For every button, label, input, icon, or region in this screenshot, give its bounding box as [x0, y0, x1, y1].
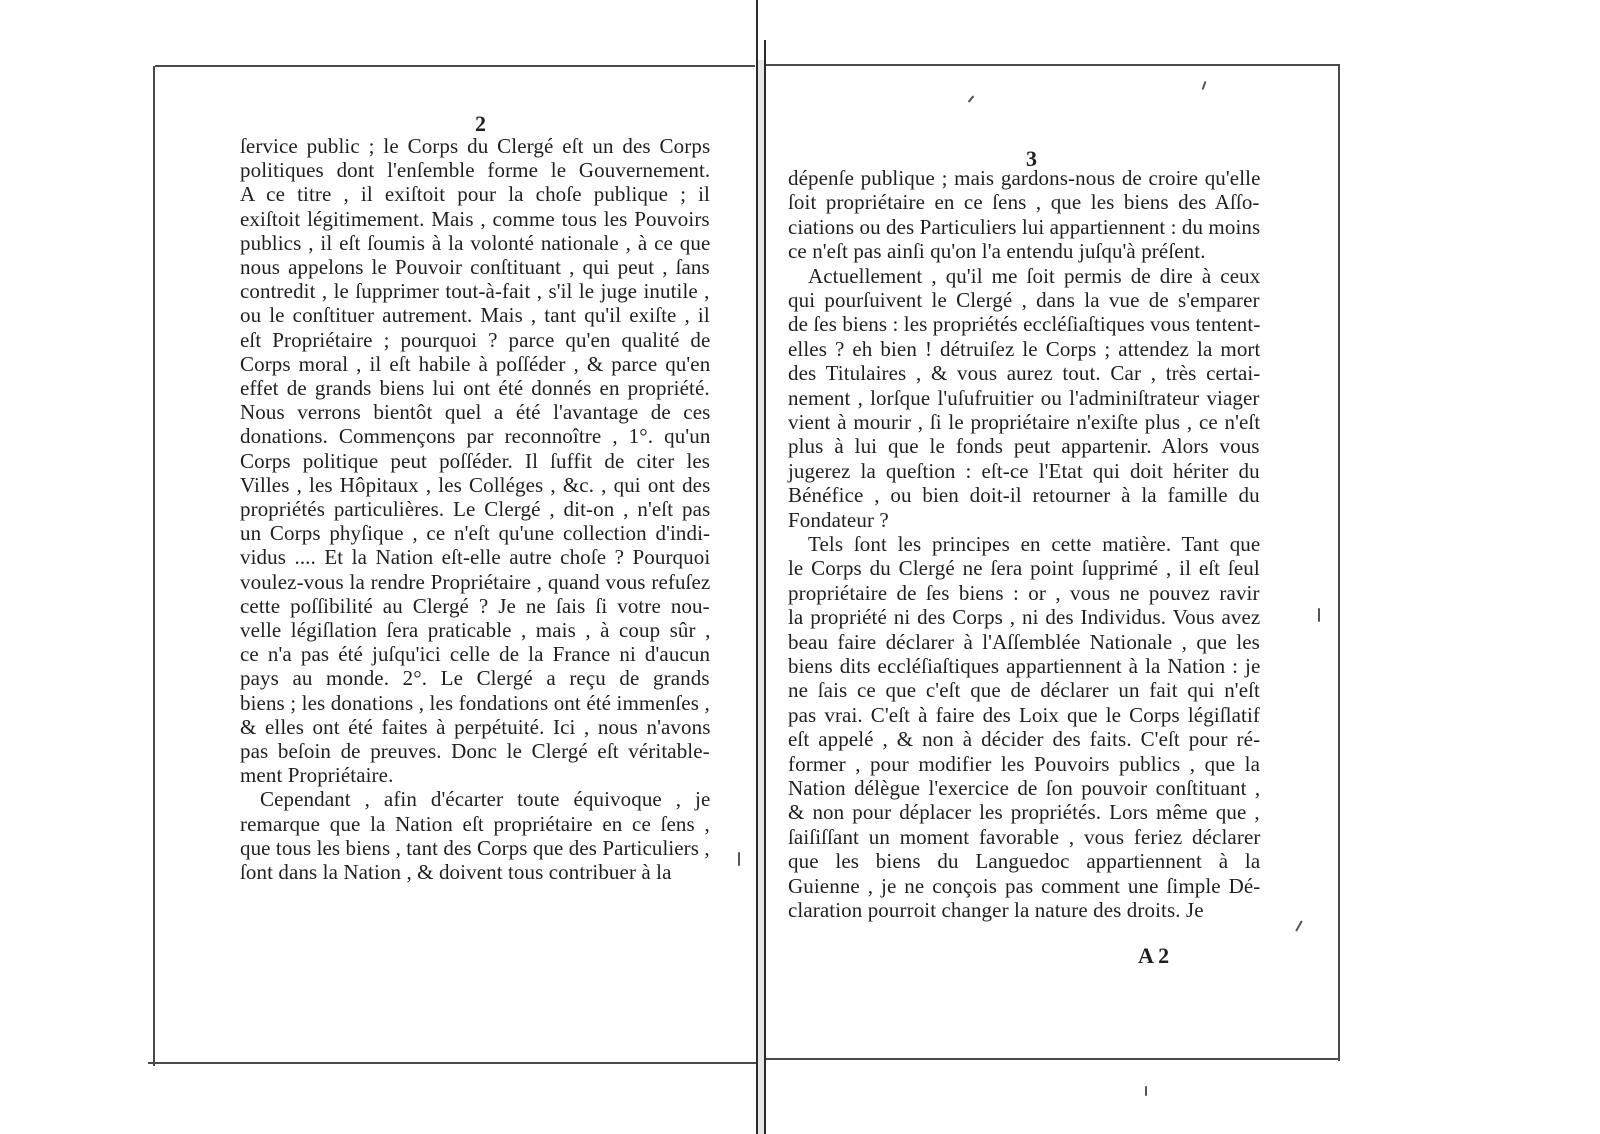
text-line: ſont dans la Nation , & doivent tous contribuer à la	[240, 860, 672, 884]
text-line: des Titulaires , & vous aurez tout. Car , très certai-	[788, 361, 1261, 386]
text-line: biens dits eccléſiaſtiques appartiennent à la Nation : je	[788, 654, 1261, 678]
text-line: cette poſſibilité au Clergé ? Je ne ſais ſi votre nou-	[240, 593, 710, 618]
text-line: voulez-vous la rendre Propriétaire , quand vous refuſez	[240, 569, 711, 594]
text-line: dépenſe publique ; mais gardons-nous de croire qu'elle	[788, 166, 1261, 190]
text-line: plus à lui que le fonds peut appartenir. Alors vous	[788, 434, 1260, 459]
text-line: contredit , le ſupprimer tout-à-fait , s'il le juge inutile ,	[240, 279, 710, 304]
text-line: ce n'a pas été juſqu'ici celle de la France ni d'aucun	[240, 642, 711, 667]
text-line: claration pourroit changer la nature des droits. Je	[788, 898, 1204, 922]
text-line: beau faire déclarer à l'Aſſemblée Nationale , que les	[788, 629, 1260, 654]
text-line: remarque que la Nation eſt propriétaire en ce ſens ,	[240, 811, 710, 836]
text-line: Tels ſont les principes en cette matière. Tant que	[808, 532, 1261, 556]
text-line: Corps moral , il eſt habile à poſſéder , & parce qu'en	[240, 351, 711, 376]
text-line: ſoit propriétaire en ce ſens , que les biens des Aſſo-	[788, 190, 1260, 215]
text-line: nous appelons le Pouvoir conſtituant , qui peut , ſans	[240, 255, 710, 279]
text-line: ſaiſiſſant un moment favorable , vous feriez déclarer	[788, 824, 1261, 849]
text-line: pays au monde. 2°. Le Clergé a reçu de grands	[240, 666, 710, 691]
text-line: velle légiſlation ſera praticable , mais , à coup sûr ,	[240, 618, 711, 642]
text-line: A ce titre , il exiſtoit pour la choſe publique ; il	[240, 182, 710, 207]
left-page	[240, 0, 730, 1134]
right-page	[788, 0, 1273, 1134]
text-line: propriétaire de ſes biens : or , vous ne pouvez ravir	[788, 580, 1260, 605]
text-line: de ſes biens : les propriétés eccléſiaſtiques vous tentent-	[788, 312, 1261, 337]
text-line: Nation délègue l'exercice de ſon pouvoir conſtituant ,	[788, 776, 1261, 800]
text-line: publics , il eſt ſoumis à la volonté nationale , à ce que	[240, 230, 711, 255]
left-page-left-edge	[153, 66, 155, 1066]
text-line: former , pour modifier les Pouvoirs publics , que la	[788, 751, 1261, 776]
text-line: pas beſoin de preuves. Donc le Clergé eſt véritable-	[240, 739, 710, 763]
text-line: ce n'eſt pas ainſi qu'on l'a entendu juſqu'à préſent.	[788, 239, 1206, 264]
text-line: Fondateur ?	[788, 507, 889, 532]
text-line: Cependant , afin d'écarter toute équivoque , je	[260, 787, 711, 812]
page-number: 3	[1026, 146, 1037, 171]
text-line: elles ? eh bien ! détruiſez le Corps ; attendez la mort	[788, 336, 1261, 361]
text-line: eſt Propriétaire ; pourquoi ? parce qu'en qualité de	[240, 327, 711, 352]
right-page-right-edge	[1338, 65, 1340, 1061]
text-line: jugerez la queſtion : eſt-ce l'Etat qui doit hériter du	[788, 458, 1260, 483]
text-line: nement , lorſque l'uſufruitier ou l'adminiſtrateur viager	[788, 385, 1260, 410]
text-line: Corps politique peut poſſéder. Il ſuffit de citer les	[240, 448, 711, 473]
text-line: ciations ou des Particuliers lui appartiennent : du moins	[788, 214, 1261, 239]
text-line: Guienne , je ne conçois pas comment une ſimple Dé-	[788, 873, 1261, 898]
text-line: le Corps du Clergé ne ſera point ſupprimé , il eſt ſeul	[788, 556, 1260, 581]
gutter-shadow	[758, 60, 764, 1134]
text-line: ſervice public ; le Corps du Clergé eſt un des Corps	[240, 134, 711, 158]
text-line: pas vrai. C'eſt à faire des Loix que le Corps légiſlatif	[788, 702, 1260, 727]
text-line: biens ; les donations , les fondations ont été immenſes ,	[240, 690, 710, 715]
text-line: ment Propriétaire.	[240, 763, 394, 788]
margin-mark	[1295, 920, 1303, 931]
text-line: un Corps phyſique , ce n'eſt qu'une collection d'indi-	[240, 521, 711, 546]
text-line: Actuellement , qu'il me ſoit permis de dire à ceux	[808, 263, 1261, 288]
text-line: Villes , les Hôpitaux , les Colléges , &c. , qui ont des	[240, 472, 711, 497]
text-line: effet de grands biens lui ont été donnés en propriété.	[240, 376, 710, 400]
page-number: 2	[475, 111, 486, 136]
text-line: ne ſais ce que c'eſt que de déclarer un fait qui n'eſt	[788, 678, 1260, 703]
margin-mark	[1318, 608, 1320, 622]
text-line: & non pour déplacer les propriétés. Lors même que ,	[788, 800, 1260, 825]
text-line: que tous les biens , tant des Corps que des Particuliers ,	[240, 835, 710, 860]
text-line: vidus .... Et la Nation eſt-elle autre choſe ? Pourquoi	[240, 545, 711, 570]
text-line: eſt appelé , & non à décider des faits. C'eſt pour ré-	[788, 727, 1261, 752]
text-line: Bénéfice , ou bien doit-il retourner à la famille du	[788, 483, 1260, 508]
text-line: Nous verrons bientôt quel a été l'avantage de ces	[240, 400, 711, 425]
margin-mark	[738, 852, 740, 866]
text-line: exiſtoit légitimement. Mais , comme tous les Pouvoirs	[240, 206, 710, 231]
text-line: vient à mourir , ſi le propriétaire n'exiſte plus , ce n'eſt	[788, 410, 1261, 434]
text-line: propriétés particulières. Le Clergé , dit-on , n'eſt pas	[240, 497, 711, 521]
text-line: qui pourſuivent le Clergé , dans la vue de s'emparer	[788, 288, 1260, 312]
text-line: ou le conſtituer autrement. Mais , tant qu'il exiſte , il	[240, 303, 710, 328]
text-line: donations. Commençons par reconnoître , 1°. qu'un	[240, 424, 711, 449]
text-line: que les biens du Languedoc appartiennent à la	[788, 849, 1261, 874]
gutter-line-right	[764, 40, 766, 1134]
text-line: & elles ont été faites à perpétuité. Ici , nous n'avons	[240, 714, 711, 739]
text-line: politiques dont l'enſemble forme le Gouvernement.	[240, 158, 711, 183]
signature-mark: A 2	[1138, 943, 1170, 968]
text-line: la propriété ni des Corps , ni des Individus. Vous avez	[788, 605, 1261, 630]
